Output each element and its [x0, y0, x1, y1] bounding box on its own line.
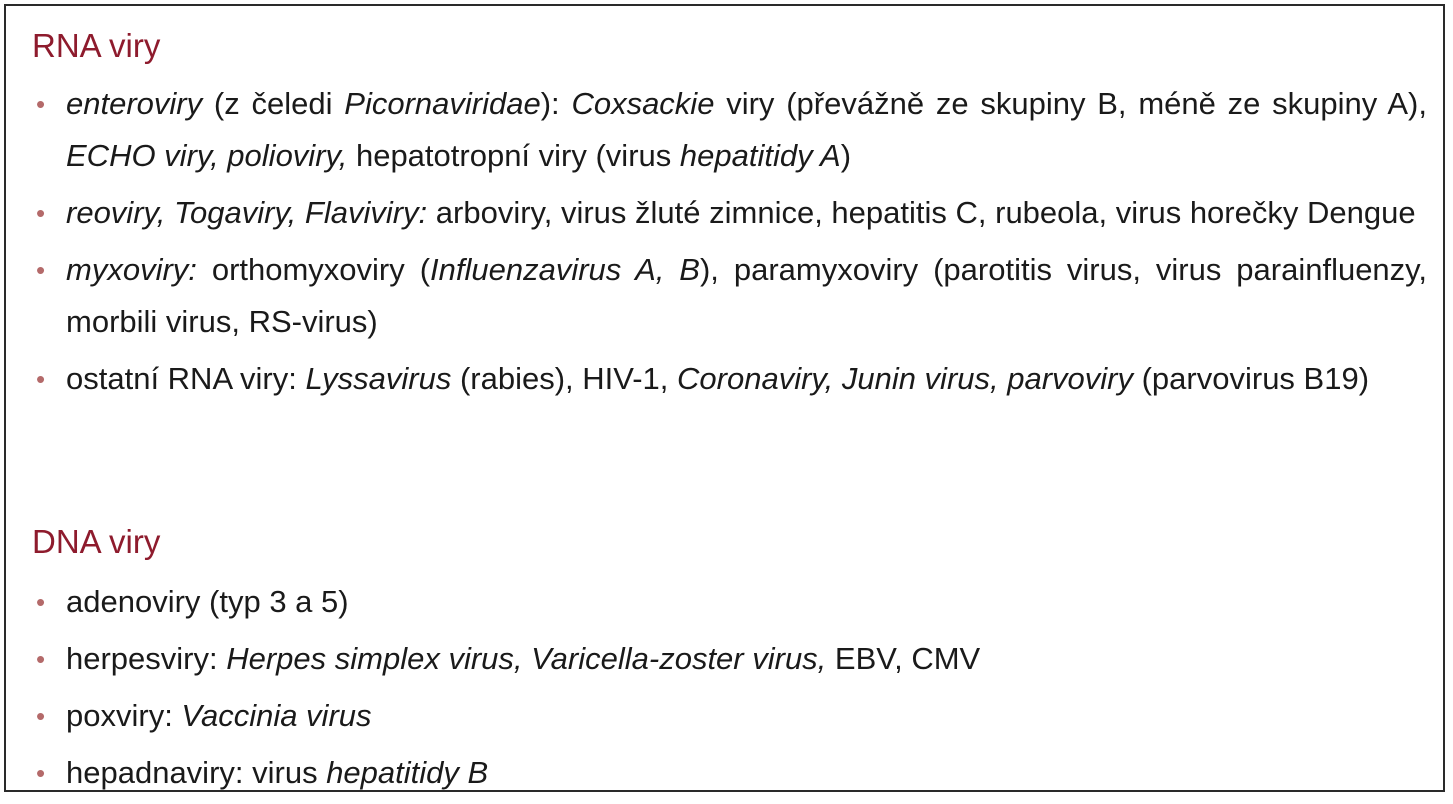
list-item-text — [66, 361, 1369, 396]
italic-run: reoviry, Togaviry, Flaviviry: — [66, 195, 428, 230]
bullet-icon: • — [36, 701, 46, 731]
list-item — [32, 353, 1427, 405]
rna-viruses-heading: RNA viry — [32, 27, 161, 64]
italic-run: myxoviry: — [66, 252, 197, 287]
italic-run: enteroviry — [66, 86, 203, 121]
text-run: arboviry, virus žluté zimnice, hepatitis C, rubeola, virus horečky Dengue — [427, 195, 1416, 230]
text-run: EBV, CMV — [826, 641, 981, 676]
text-run: orthomyxoviry ( — [196, 252, 431, 287]
text-run: ) — [840, 138, 852, 173]
list-item — [32, 747, 1427, 799]
bullet-icon: • — [36, 758, 46, 788]
list-item — [32, 244, 1427, 348]
italic-run: Picornaviridae — [344, 86, 541, 121]
dna-virus-list — [32, 576, 1427, 804]
bullet-icon: • — [36, 587, 46, 617]
text-run: ostatní RNA viry: — [66, 361, 306, 396]
dna-viruses-heading: DNA viry — [32, 523, 161, 560]
bullet-icon: • — [36, 89, 46, 119]
list-item — [32, 187, 1427, 239]
virus-table-frame — [4, 4, 1445, 792]
list-item-text — [66, 584, 349, 619]
italic-run: hepatitidy B — [326, 755, 489, 790]
list-item-text — [66, 755, 488, 790]
text-run: hepadnaviry: virus — [66, 755, 327, 790]
text-run: (rabies), HIV-1, — [451, 361, 678, 396]
italic-run: Lyssavirus — [305, 361, 452, 396]
rna-virus-list — [32, 78, 1427, 410]
text-run: viry (převážně ze skupiny B, méně ze skupiny A), — [714, 86, 1427, 121]
bullet-icon: • — [36, 198, 46, 228]
text-run: (parvovirus B19) — [1133, 361, 1370, 396]
italic-run: Coronaviry, Junin virus, parvoviry — [677, 361, 1133, 396]
bullet-icon: • — [36, 255, 46, 285]
italic-run: Vaccinia virus — [181, 698, 372, 733]
list-item — [32, 576, 1427, 628]
italic-run: Herpes simplex virus, Varicella-zoster virus, — [226, 641, 827, 676]
bullet-icon: • — [36, 644, 46, 674]
bullet-icon: • — [36, 364, 46, 394]
text-run: (z čeledi — [202, 86, 345, 121]
text-run: poxviry: — [66, 698, 182, 733]
italic-run: ECHO viry, polioviry, — [66, 138, 348, 173]
italic-run: Coxsackie — [571, 86, 715, 121]
list-item-text — [66, 195, 1416, 230]
text-run: herpesviry: — [66, 641, 227, 676]
list-item-text — [66, 86, 1427, 173]
list-item — [32, 78, 1427, 182]
list-item-text — [66, 698, 372, 733]
italic-run: hepatitidy A — [679, 138, 841, 173]
list-item — [32, 690, 1427, 742]
list-item-text — [66, 252, 1427, 339]
text-run: hepatotropní viry (virus — [347, 138, 680, 173]
text-run: ), paramyxoviry (parotitis virus, virus parainfluenzy, morbili virus, RS-virus) — [66, 252, 1427, 339]
italic-run: Influenzavirus A, B — [430, 252, 700, 287]
list-item-text — [66, 641, 980, 676]
list-item — [32, 633, 1427, 685]
text-run: adenoviry (typ 3 a 5) — [66, 584, 349, 619]
text-run: ): — [540, 86, 572, 121]
